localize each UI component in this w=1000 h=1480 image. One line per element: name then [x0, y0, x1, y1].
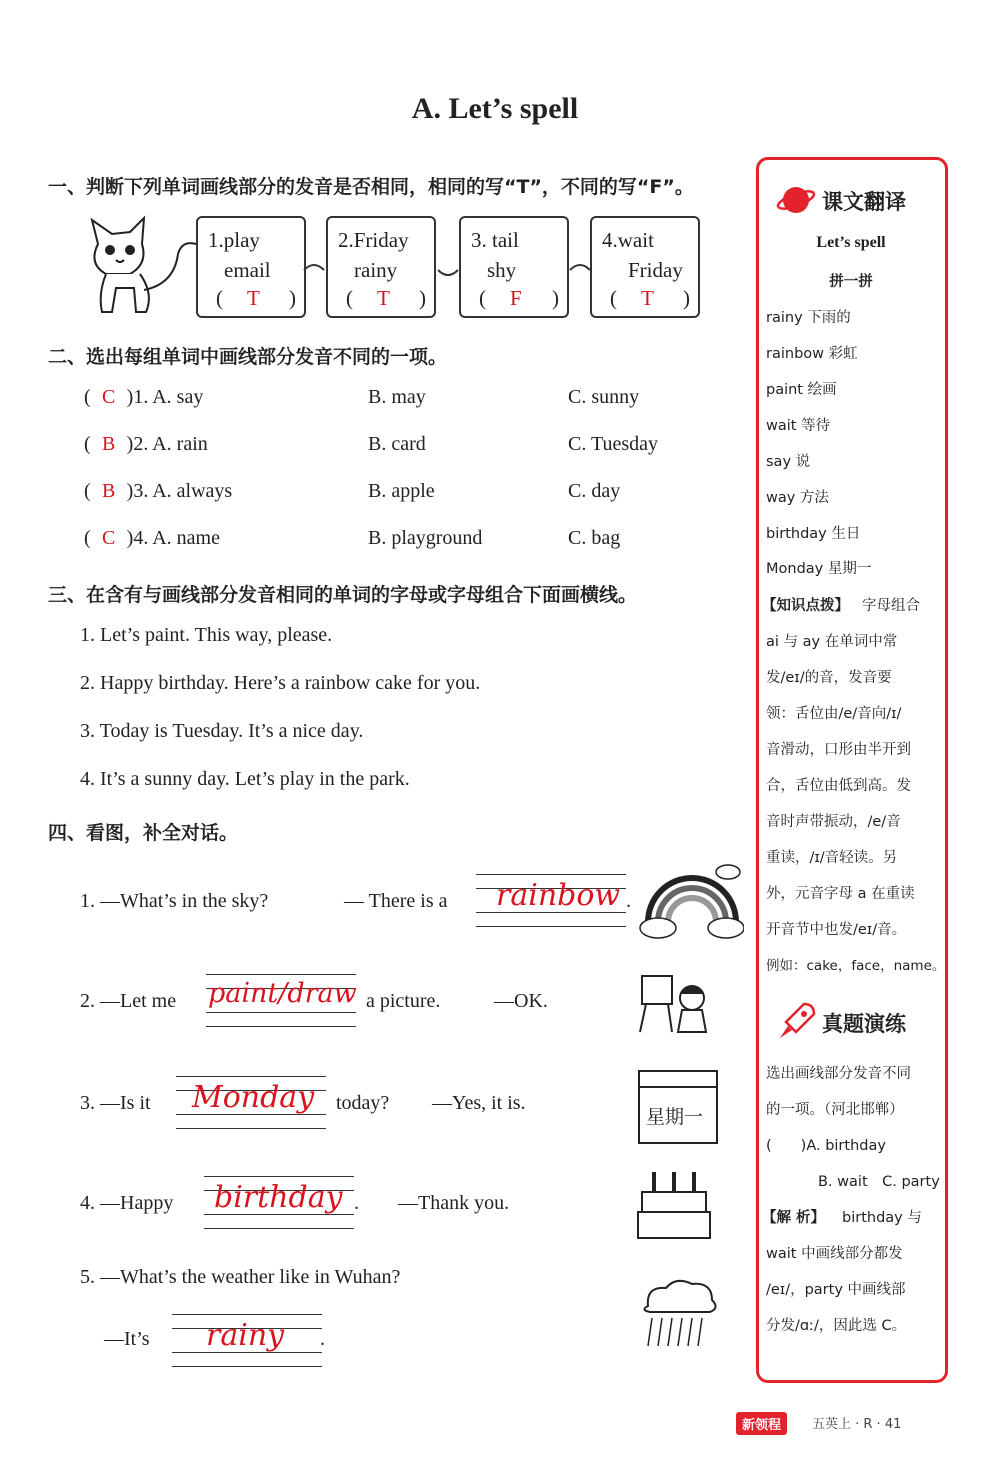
choice-b: B. apple [368, 480, 435, 502]
q3-question: 3. —Is it [80, 1092, 151, 1114]
tip-line: 开音节中也发/eɪ/音。 [766, 922, 907, 938]
judge-box-3 [459, 216, 569, 318]
sidebar-heading-translation: 课文翻译 [822, 190, 906, 214]
q4-answer-lines [204, 1176, 354, 1230]
choice-c: C. bag [568, 527, 621, 549]
vocab-item: say 说 [766, 454, 811, 470]
choice-b: B. playground [368, 527, 483, 549]
word-2: rainy [354, 258, 398, 282]
q3-answer: Monday [192, 1080, 315, 1115]
birthday-cake-icon [636, 1164, 712, 1244]
q5-question: 5. —What’s the weather like in Wuhan? [80, 1266, 401, 1288]
vocab-item: paint 绘画 [766, 382, 837, 398]
vocab-item: wait 等待 [766, 418, 831, 434]
section4-heading: 四、看图，补全对话。 [48, 822, 239, 844]
q1-question: 1. —What’s in the sky? [80, 890, 269, 912]
tip-line: 领：舌位由/e/音向/ɪ/ [766, 706, 902, 722]
section1-heading: 一、判断下列单词画线部分的发音是否相同，相同的写“T”，不同的写“F”。 [48, 176, 694, 198]
q3-reply: —Yes, it is. [432, 1092, 526, 1114]
analysis-line: birthday 与 [842, 1210, 922, 1226]
q1-reply: — There is a [344, 890, 448, 912]
q5-period: . [320, 1328, 325, 1350]
q1-period: . [626, 890, 631, 912]
answer: T [377, 286, 390, 310]
word-1: 1.play [208, 228, 260, 252]
vocab-item: birthday 生日 [766, 526, 861, 542]
q4-answer: birthday [214, 1180, 343, 1215]
q3-tail: today? [336, 1092, 390, 1114]
vocab-item: Monday 星期一 [766, 561, 872, 577]
tip-label: 【知识点拨】 [762, 598, 849, 614]
answer: B [102, 433, 116, 455]
q2-tail: a picture. [366, 990, 441, 1012]
q3-answer-lines [176, 1076, 326, 1130]
sidebar-heading-exam: 真题演练 [822, 1012, 906, 1036]
choice-c: C. Tuesday [568, 433, 659, 455]
analysis-line: 分发/ɑː/，因此选 C。 [766, 1318, 907, 1334]
calendar-text: 星期一 [646, 1106, 704, 1128]
q1-answer-lines [476, 874, 626, 928]
tip-line: 发/eɪ/的音，发音要 [766, 670, 892, 686]
planet-icon [776, 180, 816, 220]
choice-c: C. sunny [568, 386, 640, 408]
answer: C [102, 527, 116, 549]
rain-cloud-icon [636, 1276, 722, 1352]
q5-reply-prefix: —It’s [104, 1328, 150, 1350]
section3-heading: 三、在含有与画线部分发音相同的单词的字母或字母组合下面画横线。 [48, 584, 638, 606]
tip-line: 音时声带振动，/e/音 [766, 814, 901, 830]
tip-line: 音滑动，口形由半开到 [766, 742, 911, 758]
q5-answer: rainy [206, 1318, 285, 1353]
answer-slot: ( F ) [479, 286, 559, 310]
exam-line: 的一项。（河北邯郸） [766, 1102, 904, 1118]
choice-row-1: ( C )1. A. say [84, 386, 204, 408]
judge-box-2 [326, 216, 436, 318]
q4-period: . [354, 1192, 359, 1214]
sidebar-sub-title-cn: 拼一拼 [829, 274, 873, 290]
answer: F [510, 286, 522, 310]
tip-line: 外，元音字母 a 在重读 [766, 886, 915, 902]
exam-line: 选出画线部分发音不同 [766, 1066, 911, 1082]
choice-b: B. card [368, 433, 426, 455]
word-1: 3. tail [471, 228, 519, 252]
tip-line: ai 与 ay 在单词中常 [766, 634, 898, 650]
tip-line: 重读，/ɪ/音轻读。另 [766, 850, 898, 866]
calendar-icon [638, 1070, 718, 1144]
choice-row-3: ( B )3. A. always [84, 480, 233, 502]
choice-row-2: ( B )2. A. rain [84, 433, 208, 455]
word-1: 4.wait [602, 228, 654, 252]
sentence-1: 1. Let’s paint. This way, please. [80, 624, 333, 646]
judge-box-4 [590, 216, 700, 318]
cat-icon [78, 214, 198, 320]
exam-line: ( )A. birthday [766, 1138, 886, 1154]
answer: T [247, 286, 260, 310]
q4-reply: —Thank you. [398, 1192, 510, 1214]
section2-heading: 二、选出每组单词中画线部分发音不同的一项。 [48, 346, 448, 368]
footer-brand-badge: 新领程 [736, 1412, 787, 1435]
choice-row-4: ( C )4. A. name [84, 527, 220, 549]
word-2: shy [487, 258, 517, 282]
word-1: 2.Friday [338, 228, 409, 252]
analysis-label: 【解 析】 [762, 1210, 826, 1226]
answer: T [641, 286, 654, 310]
judge-box-1 [196, 216, 306, 318]
rainbow-icon [638, 862, 744, 942]
answer: B [102, 480, 116, 502]
vocab-item: way 方法 [766, 490, 829, 506]
word-2: email [224, 258, 271, 282]
analysis-line: /eɪ/，party 中画线部 [766, 1282, 906, 1298]
tip-line: 例如：cake，face，name。 [766, 958, 946, 974]
sentence-3: 3. Today is Tuesday. It’s a nice day. [80, 720, 364, 742]
sidebar-sub-title: Let’s spell [816, 234, 886, 251]
rocket-icon [778, 1000, 818, 1042]
answer-slot: ( T ) [216, 286, 296, 310]
tip-line: 字母组合 [862, 598, 920, 614]
page-title: A. Let’s spell [411, 92, 579, 125]
exam-line: B. wait C. party [818, 1174, 940, 1190]
word-2: Friday [628, 258, 683, 282]
analysis-line: wait 中画线部分都发 [766, 1246, 903, 1262]
choice-c: C. day [568, 480, 621, 502]
choice-b: B. may [368, 386, 426, 408]
answer-slot: ( T ) [346, 286, 426, 310]
q2-answer: paint/draw [208, 978, 357, 1009]
painting-child-icon [636, 964, 716, 1036]
q5-answer-lines [172, 1314, 322, 1368]
vocab-item: rainbow 彩虹 [766, 346, 858, 362]
q4-question: 4. —Happy [80, 1192, 174, 1214]
sentence-2: 2. Happy birthday. Here’s a rainbow cake for you. [80, 672, 481, 694]
vocab-item: rainy 下雨的 [766, 310, 851, 326]
tip-line: 合，舌位由低到高。发 [766, 778, 911, 794]
answer-slot: ( T ) [610, 286, 690, 310]
footer-page-number: 五英上 · R · 41 [812, 1417, 902, 1432]
sentence-4: 4. It’s a sunny day. Let’s play in the park. [80, 768, 410, 790]
q2-reply: —OK. [494, 990, 548, 1012]
sidebar-panel [756, 157, 948, 1383]
answer: C [102, 386, 116, 408]
q2-question: 2. —Let me [80, 990, 177, 1012]
q1-answer: rainbow [496, 878, 621, 913]
q2-answer-lines [206, 974, 356, 1028]
